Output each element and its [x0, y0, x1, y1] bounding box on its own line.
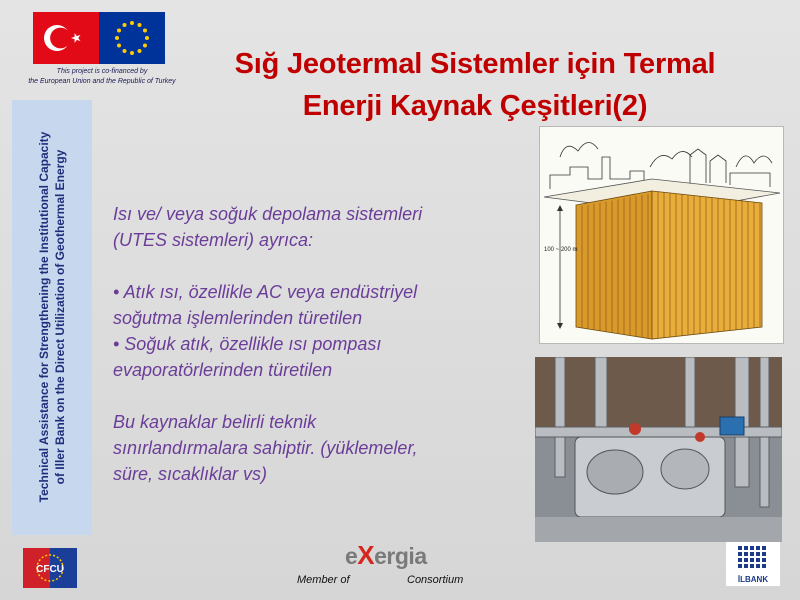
- eu-star: [115, 36, 119, 40]
- closing-line-3: süre, sıcaklıklar vs): [113, 464, 268, 484]
- ilbank-grid-cell: [738, 558, 742, 562]
- consortium-label: Consortium: [407, 574, 464, 586]
- exergia-suffix: ergia: [374, 543, 427, 569]
- ilbank-grid-cell: [750, 558, 754, 562]
- eu-star: [117, 29, 121, 33]
- eu-star: [143, 44, 147, 48]
- heat-pump-photo: [535, 357, 782, 542]
- ilbank-grid-cell: [750, 546, 754, 550]
- sidebar-project-title: [36, 107, 68, 527]
- ilbank-grid-cell: [750, 552, 754, 556]
- eu-star: [117, 44, 121, 48]
- exergia-prefix: e: [345, 543, 358, 569]
- eu-star: [138, 49, 142, 53]
- ilbank-grid-cell: [750, 564, 754, 568]
- member-of-consortium: [297, 574, 487, 586]
- page-title: [170, 43, 780, 127]
- ilbank-label: İLBANK: [737, 575, 769, 584]
- ilbank-grid-cell: [744, 552, 748, 556]
- slide-body: [113, 201, 513, 487]
- ilbank-grid-cell: [744, 558, 748, 562]
- turkey-flag-icon: [33, 12, 99, 64]
- eu-star: [130, 51, 134, 55]
- cfcu-logo: [23, 548, 77, 588]
- closing-line-1: Bu kaynaklar belirli teknik: [113, 412, 317, 432]
- member-of-label: Member of: [297, 574, 350, 586]
- eu-star: [145, 36, 149, 40]
- flags-logo: [33, 12, 165, 64]
- intro-line-2: (UTES sistemleri) ayrıca:: [113, 230, 314, 250]
- bullet-1-line-1: • Atık ısı, özellikle AC veya endüstriyel: [113, 282, 418, 302]
- eu-star: [123, 49, 127, 53]
- ilbank-grid-cell: [756, 558, 760, 562]
- exergia-x: X: [357, 540, 375, 570]
- ilbank-logo: [726, 542, 780, 586]
- cfcu-label: CFCU: [36, 564, 64, 575]
- bullet-2-line-1: • Soğuk atık, özellikle ısı pompası: [113, 334, 382, 354]
- bullet-2-line-2: evaporatörlerinden türetilen: [113, 360, 333, 380]
- cofinance-note: [12, 67, 192, 87]
- ilbank-grid-cell: [762, 564, 766, 568]
- intro-line-1: Isı ve/ veya soğuk depolama sistemleri: [113, 204, 423, 224]
- ilbank-grid-cell: [738, 564, 742, 568]
- bullet-1-line-2: soğutma işlemlerinden türetilen: [113, 308, 363, 328]
- ilbank-grid-cell: [738, 552, 742, 556]
- eu-star: [143, 29, 147, 33]
- ilbank-grid-cell: [744, 564, 748, 568]
- title-line-2: Enerji Kaynak Çeşitleri(2): [302, 90, 648, 122]
- ilbank-grid-cell: [738, 546, 742, 550]
- eu-star: [130, 21, 134, 25]
- exergia-logo: [345, 540, 427, 571]
- ilbank-grid-cell: [762, 546, 766, 550]
- title-line-1: Sığ Jeotermal Sistemler için Termal: [234, 48, 716, 80]
- ilbank-grid-cell: [744, 546, 748, 550]
- cofinance-line-2: the European Union and the Republic of Turkey: [28, 78, 176, 85]
- eu-flag-icon: [99, 12, 165, 64]
- ilbank-grid-cell: [756, 564, 760, 568]
- sidebar-banner: [12, 100, 92, 535]
- eu-star: [123, 23, 127, 27]
- ilbank-grid-cell: [762, 552, 766, 556]
- utes-borehole-diagram: [539, 126, 784, 344]
- ilbank-grid-cell: [756, 546, 760, 550]
- ilbank-grid-cell: [756, 552, 760, 556]
- cofinance-line-1: This project is co-financed by: [56, 68, 148, 75]
- depth-label: 100 ~ 200 m: [544, 247, 578, 253]
- sidebar-line-1: Technical Assistance for Strengthening the Institutional Capacity: [37, 131, 51, 503]
- ilbank-grid-cell: [762, 558, 766, 562]
- closing-line-2: sınırlandırmalara sahiptir. (yüklemeler,: [113, 438, 418, 458]
- eu-star: [138, 23, 142, 27]
- sidebar-line-2: of Iller Bank on the Direct Utilization of Geothermal Energy: [53, 149, 67, 485]
